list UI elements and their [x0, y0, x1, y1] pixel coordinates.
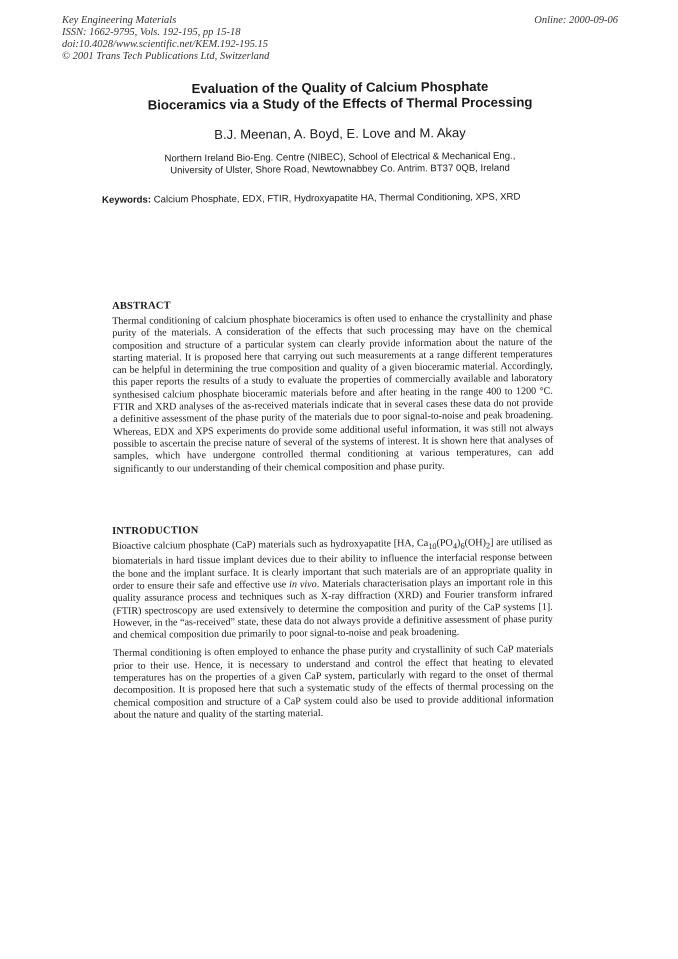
abstract-heading: ABSTRACT	[112, 300, 171, 312]
formula-sub-10: 10	[428, 541, 437, 551]
title-line-1: Evaluation of the Quality of Calcium Phosphate	[191, 78, 489, 97]
intro-p1-part-a: Bioactive calcium phosphate (CaP) materials such as hydroxyapatite [HA,	[112, 538, 417, 552]
formula-paren: )	[456, 537, 461, 549]
formula-oh: (OH)	[464, 537, 486, 549]
title-line-2: Bioceramics via a Study of the Effects of Thermal Processing	[147, 94, 533, 113]
keywords	[102, 191, 582, 206]
author-list: B.J. Meenan, A. Boyd, E. Love and M. Akay	[214, 125, 466, 142]
introduction-paragraph-2: Thermal conditioning is often employed to enhance the phase purity and crystallinity of such CaP materials prior to their use. Hence, it is necessary to understand and control the effect that heating to elevated temperatures has on the properties of a given CaP system, particularly with regard to the onset of thermal decomposition. It is proposed here that such a systematic study of the effects of thermal processing on the chemical composition and structure of a CaP system could also be used to provide additional information about the nature and quality of the starting material.	[113, 644, 554, 721]
keywords-list: Calcium Phosphate, EDX, FTIR, Hydroxyapatite HA, Thermal Conditioning, XPS, XRD	[153, 191, 521, 206]
introduction-paragraph-1	[112, 537, 553, 643]
online-date: Online: 2000-09-06	[534, 15, 618, 26]
affiliation	[60, 150, 620, 178]
issn-line: ISSN: 1662-9795, Vols. 192-195, pp 15-18	[62, 27, 241, 38]
affiliation-line-1: Northern Ireland Bio-Eng. Centre (NIBEC), School of Electrical & Mechanical Eng.,	[164, 150, 516, 165]
abstract-text: Thermal conditioning of calcium phosphate bioceramics is often used to enhance the crystallinity and phase purity of the materials. A consideration of the effects that such processing may have on the chemical composition and structure of a particular system can clearly provide information about the nature of the starting material. It is proposed here that carrying out such measurements at a range different temperatures can be helpful in determining the true composition and quality of a given bioceramic material. Accordingly, this paper reports the results of a study to evaluate the properties of commercially available and laboratory synthesised calcium phosphate bioceramic materials before and after heating in the range 400 to 1200 °C. FTIR and XRD analyses of the as-received materials indicate that in several cases these data do not provide a definitive assessment of the phase purity of the materials due to poor signal-to-noise and peak broadening. Whereas, EDX and XPS experiments do provide some additional useful information, it was still not always possible to ascertain the precise nature of several of the systems of interest. It is shown here that analyses of samples, which have undergone controlled thermal conditioning at various temperatures, can add significantly to our understanding of their chemical composition and phase purity.	[112, 311, 554, 475]
formula-sub-6: 6	[460, 541, 465, 551]
affiliation-line-2: University of Ulster, Shore Road, Newtownabbey Co. Antrim. BT37 0QB, Ireland	[170, 162, 510, 177]
intro-p1-part-c: . Materials characterisation plays an important role in this quality assurance process and techniques such as X-ray diffraction (XRD) and Fourier transform infrared (FTIR) spectroscopy are used extensively to determine the composition and purity of the CaP systems [1]. However, in the “as-received” state, these data do not always provide a definitive assessment of phase purity and chemical composition due primarily to poor signal-to-noise and peak broadening.	[112, 576, 553, 642]
abstract-section	[112, 297, 554, 482]
formula-po: (PO	[436, 537, 453, 549]
formula-sub-4: 4	[452, 541, 458, 551]
in-vivo-text: in vivo	[289, 578, 317, 591]
formula-sub-2: 2	[485, 541, 491, 551]
paper-title	[60, 78, 620, 114]
doi-line: doi:10.4028/www.scientific.net/KEM.192-195.15	[62, 39, 268, 50]
introduction-heading: INTRODUCTION	[112, 525, 199, 537]
introduction-section	[112, 522, 554, 728]
keywords-label: Keywords:	[101, 194, 152, 206]
journal-header	[62, 15, 618, 63]
journal-name: Key Engineering Materials	[62, 15, 177, 26]
formula-ca: Ca	[416, 537, 429, 550]
intro-p1-part-b: ] are utilised as biomaterials in hard tissue implant devices due to their ability to influence the interfacial response between the bone and the implant surface. It is clearly important that such materials are of an appropriate quality in order to ensure their safe and effective use	[112, 536, 553, 592]
copyright-line: © 2001 Trans Tech Publications Ltd, Switzerland	[62, 51, 270, 62]
